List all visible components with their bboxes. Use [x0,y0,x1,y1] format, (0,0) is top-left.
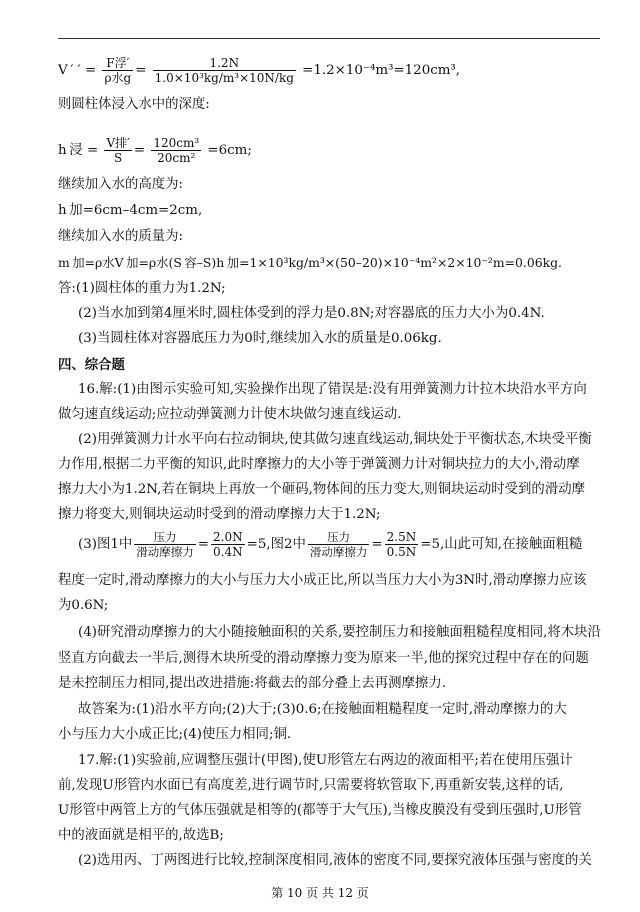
equation-depth: h 浸 = $\frac{\text{V排′}}{S}$ = $\frac{\text{120cm³}}{\text{20cm²}}$ =6cm; [58,136,252,165]
text-line: (2)用弹簧测力计水平向右拉动铜块,使其做匀速直线运动,铜块处于平衡状态,木块受平衡 [78,432,592,447]
text-line: 继续加入水的质量为: [58,229,184,244]
text-line: 做匀速直线运动;应拉动弹簧测力计使木块做匀速直线运动. [58,407,402,422]
text-line: 为0.6N; [58,598,109,613]
fraction: $\frac{1.2N}{\text{1.0×10³kg/m³×10N/kg}}$ [154,56,294,85]
eq-lhs: V ′ ′ = [58,63,97,78]
text-line: 擦力大小为1.2N,若在铜块上再放一个砸码,物体间的压力变大,则铜块运动时受到的滑动摩 [58,482,585,497]
text-line: (2)选用丙、丁两图进行比较,控制深度相同,液体的密度不同,要探究液体压强与密度的关 [78,853,592,868]
fraction: $\frac{\text{120cm³}}{\text{20cm²}}$ [153,136,200,165]
header-rule [58,38,600,39]
text-line: 继续加入水的高度为: [58,177,184,192]
eq-rhs: =1.2×10⁻⁴m³=120cm³, [302,63,461,78]
text-line: 中的液面就是相平的,故选B; [58,828,224,843]
fraction: $\frac{\text{V排′}}{S}$ [106,136,130,165]
text-line: 程度一定时,滑动摩擦力的大小与压力大小成正比,所以当压力大小为3N时,滑动摩擦力应该 [58,573,587,588]
text-line: 是未控制压力相同,提出改进措施:将截去的部分叠上去再测摩擦力. [58,676,446,691]
equation-ratio: (3)图1中 $\frac{\text{压力}}{\text{滑动摩擦力}}$ = $\frac{2.0N}{0.4N}$ =5,图2中 $\frac{\text{压力}}{\text{滑动摩擦力}}$ = $\frac{2.5N}{0.5N}$ =5,山此可知,在接触面粗糙 [78,530,583,559]
text-line: (3)当圆柱体对容器底压力为0时,继续加入水的质量是0.06kg. [78,331,442,346]
equation-v-displaced: V ′ ′ = $\frac{\text{F浮′}}{\text{ρ水g}}$ = $\frac{1.2N}{\text{1.0×10³kg/m³×10N/kg}}$ =1.2×10⁻⁴m³=120cm³, [58,56,461,85]
text-line: (4)研究滑动摩擦力的大小随接触面积的关系,要控制压力和接触面粗糙程度相同,将木块沿 [78,625,601,640]
eq-rhs: =6cm; [207,143,252,158]
text-line: 擦力将变大,则铜块运动时受到的滑动摩擦力大于1.2N; [58,507,381,522]
text-line: U形管中两管上方的气体压强就是相等的(都等于大气压),当橡皮膜没有受到压强时,U形管 [58,803,582,818]
text-line: (2)当水加到第4厘米时,圆柱体受到的浮力是0.8N;对容器底的压力大小为0.4N. [78,306,545,321]
text-line: 前,发现U形管内水面已有高度差,进行调节时,只需要将软管取下,再重新安装,这样的话, [58,778,564,793]
text-line: 小与压力大小成正比;(4)使压力相同;铜. [58,727,292,742]
text-line: 力作用,根据二力平衡的知识,此时摩擦力的大小等于弹簧测力计对铜块拉力的大小,滑动摩 [58,457,580,472]
fraction: $\frac{2.0N}{0.4N}$ [213,530,243,559]
text-line: h 加=6cm–4cm=2cm, [58,203,203,218]
text-line: 竖直方向截去一半后,测得木块所受的滑动摩擦力变为原来一半,他的探究过程中存在的问题 [58,651,589,666]
text-line: 17.解:(1)实验前,应调整压强计(甲图),使U形管左右两边的液面相平;若在使用压强计 [78,753,573,768]
text-line: 故答案为:(1)沿水平方向;(2)大于;(3)0.6;在接触面粗糙程度一定时,滑动摩擦力的大 [78,702,567,717]
fraction: $\frac{2.5N}{0.5N}$ [386,530,417,559]
section-heading: 四、综合题 [58,357,125,373]
fraction: $\frac{\text{F浮′}}{\text{ρ水g}}$ [104,56,132,85]
text-line: 16.解:(1)由图示实验可知,实验操作出现了错误是:没有用弹簧测力计拉木块沿水平方向 [78,382,587,397]
text-line: 则圆柱体浸入水中的深度: [58,97,210,112]
fraction: $\frac{\text{压力}}{\text{滑动摩擦力}}$ [136,530,194,559]
page-footer: 第 10 页 共 12 页 [271,886,369,900]
eq-lhs: h 浸 = [58,143,99,158]
text-line: m 加=ρ水V 加=ρ水(S 容–S)h 加=1×10³kg/m³×(50–20)×10⁻⁴m²×2×10⁻²m=0.06kg. [58,255,562,270]
fraction: $\frac{\text{压力}}{\text{滑动摩擦力}}$ [309,530,368,559]
text-line: 答:(1)圆柱体的重力为1.2N; [58,281,226,296]
